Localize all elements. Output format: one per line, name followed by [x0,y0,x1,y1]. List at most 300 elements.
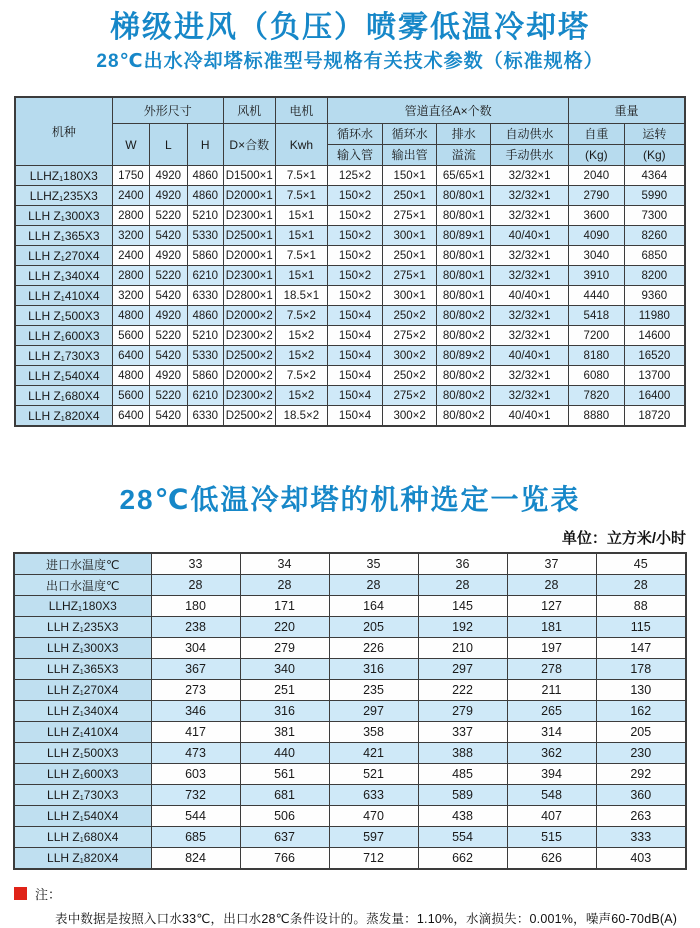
row-label-cell: LLH Z₁500X3 [14,743,151,764]
value-cell: 346 [151,701,240,722]
value-cell: 220 [240,617,329,638]
value-cell: 265 [507,701,596,722]
value-cell: 297 [418,659,507,680]
value-cell: 2790 [569,186,625,206]
value-cell: 470 [329,806,418,827]
value-cell: 304 [151,638,240,659]
row-label-cell: LLH Z₁820X4 [14,848,151,870]
value-cell: 275×2 [382,386,437,406]
value-cell: 4800 [112,306,149,326]
row-label-cell: LLH Z₁820X4 [15,406,112,427]
value-cell: 275×2 [382,326,437,346]
value-cell: 80/80×2 [437,366,491,386]
value-cell: 2040 [569,166,625,186]
value-cell: 7.5×2 [275,366,328,386]
note-section [14,884,700,927]
value-cell: D2000×1 [223,246,275,266]
value-cell: 80/80×1 [437,186,491,206]
col-header-kwh: Kwh [275,124,328,166]
value-cell: 250×2 [382,366,437,386]
value-cell: 4860 [187,166,223,186]
value-cell: 80/89×2 [437,346,491,366]
value-cell: 440 [240,743,329,764]
value-cell: 28 [507,575,596,596]
value-cell: 561 [240,764,329,785]
value-cell: D2000×2 [223,306,275,326]
value-cell: 279 [418,701,507,722]
value-cell: 554 [418,827,507,848]
value-cell: 5600 [112,386,149,406]
value-cell: 226 [329,638,418,659]
value-cell: 5220 [150,386,187,406]
row-label-cell: LLH Z₁300X3 [14,638,151,659]
value-cell: 80/80×2 [437,386,491,406]
value-cell: 5860 [187,366,223,386]
value-cell: 7820 [569,386,625,406]
row-label-cell: LLH Z₁340X4 [15,266,112,286]
value-cell: 32/32×1 [491,186,569,206]
value-cell: 548 [507,785,596,806]
row-label-cell: LLH Z₁270X4 [15,246,112,266]
value-cell: 394 [507,764,596,785]
row-label-cell: LLH Z₁340X4 [14,701,151,722]
value-cell: 80/80×2 [437,406,491,427]
value-cell: 40/40×1 [491,286,569,306]
value-cell: 6400 [112,346,149,366]
table-row [15,186,685,206]
value-cell: 279 [240,638,329,659]
value-cell: 2800 [112,206,149,226]
value-cell: 4920 [150,186,187,206]
value-cell: 80/80×2 [437,306,491,326]
value-cell: 180 [151,596,240,617]
table-row [15,286,685,306]
value-cell: 80/80×1 [437,246,491,266]
value-cell: 388 [418,743,507,764]
table-row [15,166,685,186]
section-title: 28℃低温冷却塔的机种选定一览表 [119,484,581,515]
value-cell: 15×1 [275,206,328,226]
table-row [14,680,686,701]
value-cell: 662 [418,848,507,870]
row-label-cell: LLH Z₁410X4 [14,722,151,743]
col-header-circ-in-top: 循环水 [328,124,383,145]
value-cell: 824 [151,848,240,870]
col-group-motor: 电机 [275,97,328,124]
value-cell: 4800 [112,366,149,386]
table-row [14,553,686,575]
value-cell: 4860 [187,306,223,326]
value-cell: 6850 [624,246,685,266]
note-heading [14,884,700,903]
value-cell: 297 [329,701,418,722]
table-row [14,659,686,680]
row-label-cell: LLH Z₁540X4 [15,366,112,386]
table-row [14,806,686,827]
value-cell: 4364 [624,166,685,186]
value-cell: 211 [507,680,596,701]
row-label-cell: LLHZ₁180X3 [15,166,112,186]
value-cell: 360 [596,785,686,806]
table-row [14,617,686,638]
value-cell: 6330 [187,286,223,306]
spec-table [14,96,686,427]
value-cell: 238 [151,617,240,638]
page-title: 梯级进风（负压）喷雾低温冷却塔 [110,11,590,44]
value-cell: 32/32×1 [491,166,569,186]
row-label-cell: LLH Z₁680X4 [15,386,112,406]
value-cell: 403 [596,848,686,870]
value-cell: 367 [151,659,240,680]
value-cell: 712 [329,848,418,870]
note-marker-icon [14,887,27,900]
value-cell: 127 [507,596,596,617]
col-header-circ-in-bottom: 输入管 [328,145,383,166]
value-cell: 40/40×1 [491,226,569,246]
value-cell: 515 [507,827,596,848]
table-row [15,386,685,406]
value-cell: 150×2 [328,266,383,286]
value-cell: 32/32×1 [491,206,569,226]
value-cell: 11980 [624,306,685,326]
value-cell: 633 [329,785,418,806]
value-cell: 18720 [624,406,685,427]
row-label-cell: LLH Z₁730X3 [15,346,112,366]
value-cell: 438 [418,806,507,827]
value-cell: 40/40×1 [491,406,569,427]
value-cell: 32/32×1 [491,266,569,286]
value-cell: 34 [240,553,329,575]
row-label-cell: LLH Z₁365X3 [14,659,151,680]
value-cell: 7.5×2 [275,306,328,326]
row-label-cell: LLH Z₁410X4 [15,286,112,306]
value-cell: 2400 [112,186,149,206]
col-header-circ-out-bottom: 输出管 [382,145,437,166]
value-cell: 5220 [150,326,187,346]
value-cell: 5418 [569,306,625,326]
value-cell: 5210 [187,206,223,226]
table-row [15,246,685,266]
value-cell: 4090 [569,226,625,246]
table-row [15,306,685,326]
value-cell: 3200 [112,286,149,306]
value-cell: 5420 [150,226,187,246]
value-cell: 197 [507,638,596,659]
value-cell: 150×4 [328,386,383,406]
value-cell: 164 [329,596,418,617]
row-label-cell: LLHZ₁180X3 [14,596,151,617]
value-cell: 381 [240,722,329,743]
value-cell: D2500×2 [223,346,275,366]
value-cell: 150×1 [382,166,437,186]
value-cell: D2500×2 [223,406,275,427]
value-cell: 2800 [112,266,149,286]
value-cell: 5420 [150,406,187,427]
value-cell: D2800×1 [223,286,275,306]
value-cell: 4440 [569,286,625,306]
value-cell: 6330 [187,406,223,427]
value-cell: 6210 [187,386,223,406]
table-row [15,206,685,226]
value-cell: 473 [151,743,240,764]
value-cell: 36 [418,553,507,575]
value-cell: 3910 [569,266,625,286]
row-label-cell: LLH Z₁270X4 [14,680,151,701]
value-cell: 235 [329,680,418,701]
value-cell: 171 [240,596,329,617]
col-group-weight: 重量 [569,97,685,124]
value-cell: 5420 [150,346,187,366]
value-cell: 250×1 [382,246,437,266]
value-cell: 150×4 [328,326,383,346]
value-cell: 263 [596,806,686,827]
unit-label: 单位：立方米/小时 [561,530,686,547]
value-cell: 65/65×1 [437,166,491,186]
value-cell: 7200 [569,326,625,346]
value-cell: 28 [240,575,329,596]
value-cell: 80/80×1 [437,266,491,286]
value-cell: 37 [507,553,596,575]
value-cell: 162 [596,701,686,722]
table-row [14,785,686,806]
col-header-weight-net-top: 自重 [569,124,625,145]
value-cell: 3600 [569,206,625,226]
value-cell: 150×2 [328,226,383,246]
table-row [14,575,686,596]
value-cell: 150×4 [328,306,383,326]
value-cell: 80/80×2 [437,326,491,346]
value-cell: 32/32×1 [491,246,569,266]
value-cell: 210 [418,638,507,659]
value-cell: 337 [418,722,507,743]
value-cell: 7.5×1 [275,246,328,266]
value-cell: 45 [596,553,686,575]
row-label-cell: LLH Z₁300X3 [15,206,112,226]
value-cell: 32/32×1 [491,306,569,326]
col-header-w: W [112,124,149,166]
value-cell: 3200 [112,226,149,246]
value-cell: 626 [507,848,596,870]
value-cell: 5990 [624,186,685,206]
value-cell: 250×2 [382,306,437,326]
value-cell: 14600 [624,326,685,346]
value-cell: D2300×1 [223,266,275,286]
value-cell: 278 [507,659,596,680]
value-cell: 275×1 [382,266,437,286]
value-cell: 300×2 [382,346,437,366]
value-cell: 88 [596,596,686,617]
value-cell: 5220 [150,266,187,286]
value-cell: D2300×2 [223,386,275,406]
value-cell: 222 [418,680,507,701]
value-cell: 4860 [187,186,223,206]
value-cell: 33 [151,553,240,575]
value-cell: 15×1 [275,266,328,286]
value-cell: 732 [151,785,240,806]
value-cell: 300×1 [382,286,437,306]
value-cell: 485 [418,764,507,785]
value-cell: 18.5×2 [275,406,328,427]
table-row [14,764,686,785]
table-row [14,701,686,722]
table-row [15,266,685,286]
col-header-drain-bottom: 溢流 [437,145,491,166]
value-cell: 300×2 [382,406,437,427]
value-cell: 5600 [112,326,149,346]
row-label-cell: 进口水温度℃ [14,553,151,575]
value-cell: D2500×1 [223,226,275,246]
value-cell: 80/80×1 [437,286,491,306]
value-cell: 685 [151,827,240,848]
table-row [15,366,685,386]
value-cell: 300×1 [382,226,437,246]
value-cell: 150×2 [328,206,383,226]
value-cell: 544 [151,806,240,827]
value-cell: 417 [151,722,240,743]
value-cell: 7.5×1 [275,186,328,206]
value-cell: 521 [329,764,418,785]
col-group-fan: 风机 [223,97,275,124]
value-cell: 80/80×1 [437,206,491,226]
table-row [15,346,685,366]
value-cell: 7.5×1 [275,166,328,186]
row-label-cell: LLH Z₁680X4 [14,827,151,848]
value-cell: 178 [596,659,686,680]
value-cell: 358 [329,722,418,743]
value-cell: 28 [596,575,686,596]
value-cell: D2300×1 [223,206,275,226]
value-cell: 603 [151,764,240,785]
value-cell: 340 [240,659,329,680]
value-cell: 8180 [569,346,625,366]
value-cell: 6080 [569,366,625,386]
selection-table [13,552,687,870]
note-text: 表中数据是按照入口水33℃，出口水28℃条件设计的。蒸发量：1.10%，水滴损失：0.001%，噪声60-70dB(A) [55,912,678,926]
value-cell: 150×4 [328,406,383,427]
value-cell: 40/40×1 [491,346,569,366]
value-cell: 150×2 [328,246,383,266]
value-cell: 421 [329,743,418,764]
value-cell: 5860 [187,246,223,266]
value-cell: 125×2 [328,166,383,186]
value-cell: 6210 [187,266,223,286]
value-cell: 589 [418,785,507,806]
col-header-l: L [150,124,187,166]
value-cell: 192 [418,617,507,638]
value-cell: 4920 [150,166,187,186]
col-group-pipes: 管道直径A×个数 [328,97,569,124]
value-cell: 130 [596,680,686,701]
value-cell: 5420 [150,286,187,306]
table-row [14,848,686,870]
value-cell: 150×4 [328,366,383,386]
value-cell: 5220 [150,206,187,226]
table-row [14,827,686,848]
value-cell: 16400 [624,386,685,406]
value-cell: 8880 [569,406,625,427]
note-label: 注： [35,887,62,902]
value-cell: 766 [240,848,329,870]
row-label-cell: LLH Z₁600X3 [14,764,151,785]
value-cell: 333 [596,827,686,848]
value-cell: 273 [151,680,240,701]
table-row [14,722,686,743]
col-header-fan-count: D×合数 [223,124,275,166]
value-cell: 251 [240,680,329,701]
table-row [15,226,685,246]
table-row [14,596,686,617]
row-label-cell: LLH Z₁235X3 [14,617,151,638]
value-cell: 28 [418,575,507,596]
value-cell: 18.5×1 [275,286,328,306]
value-cell: 681 [240,785,329,806]
row-label-cell: LLH Z₁500X3 [15,306,112,326]
value-cell: 292 [596,764,686,785]
value-cell: 250×1 [382,186,437,206]
table-row [15,406,685,427]
value-cell: 150×2 [328,286,383,306]
value-cell: 205 [596,722,686,743]
col-group-dimensions: 外形尺寸 [112,97,223,124]
value-cell: 362 [507,743,596,764]
value-cell: 80/89×1 [437,226,491,246]
value-cell: 147 [596,638,686,659]
value-cell: 5330 [187,346,223,366]
value-cell: 597 [329,827,418,848]
value-cell: 316 [329,659,418,680]
value-cell: 1750 [112,166,149,186]
value-cell: 115 [596,617,686,638]
value-cell: D2000×1 [223,186,275,206]
value-cell: 506 [240,806,329,827]
col-header-drain-top: 排水 [437,124,491,145]
col-header-weight-net-unit: (Kg) [569,145,625,166]
value-cell: 3040 [569,246,625,266]
col-header-h: H [187,124,223,166]
col-header-weight-run-top: 运转 [624,124,685,145]
col-header-circ-out-top: 循环水 [382,124,437,145]
value-cell: 28 [329,575,418,596]
value-cell: 314 [507,722,596,743]
value-cell: 32/32×1 [491,366,569,386]
value-cell: 4920 [150,246,187,266]
table-row [15,326,685,346]
value-cell: 4920 [150,366,187,386]
value-cell: 150×4 [328,346,383,366]
value-cell: 28 [151,575,240,596]
value-cell: 15×1 [275,226,328,246]
value-cell: 407 [507,806,596,827]
value-cell: 5210 [187,326,223,346]
value-cell: 15×2 [275,346,328,366]
value-cell: 181 [507,617,596,638]
col-header-model: 机种 [15,97,112,166]
value-cell: 8200 [624,266,685,286]
value-cell: 5330 [187,226,223,246]
row-label-cell: LLH Z₁600X3 [15,326,112,346]
value-cell: 150×2 [328,186,383,206]
page-subtitle: 28℃出水冷却塔标准型号规格有关技术参数（标准规格） [96,51,604,72]
col-header-supply-bottom: 手动供水 [491,145,569,166]
row-label-cell: LLH Z₁730X3 [14,785,151,806]
value-cell: D2000×2 [223,366,275,386]
value-cell: 4920 [150,306,187,326]
value-cell: 7300 [624,206,685,226]
row-label-cell: 出口水温度℃ [14,575,151,596]
value-cell: 2400 [112,246,149,266]
value-cell: 32/32×1 [491,326,569,346]
value-cell: 13700 [624,366,685,386]
